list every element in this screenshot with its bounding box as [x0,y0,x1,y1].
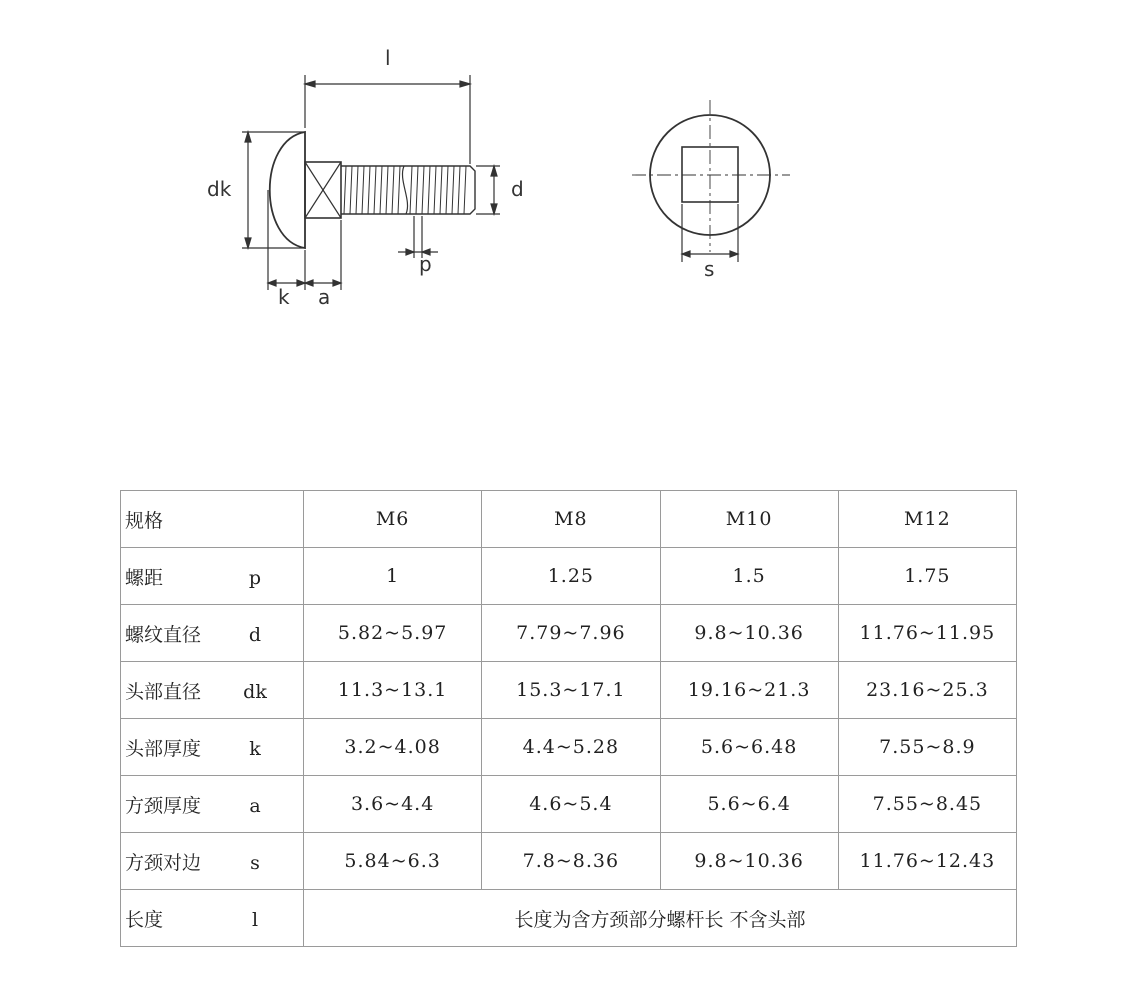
table-cell: 9.8~10.36 [660,833,838,890]
size-m10: M10 [660,491,838,548]
row-label: 头部直径 dk [121,662,304,719]
table-row [121,776,1017,833]
table-cell: 3.2~4.08 [304,719,482,776]
row-label: 螺距 p [121,548,304,605]
table-cell: 1.5 [660,548,838,605]
table-cell: 19.16~21.3 [660,662,838,719]
table-cell: 9.8~10.36 [660,605,838,662]
row-label: 方颈厚度 a [121,776,304,833]
table-cell: 11.76~11.95 [838,605,1016,662]
length-row [121,890,1017,947]
table-row [121,662,1017,719]
table-cell: 15.3~17.1 [482,662,660,719]
table-cell: 4.6~5.4 [482,776,660,833]
table-cell: 7.79~7.96 [482,605,660,662]
header-label: 规格 [121,491,304,548]
label-dk: dk [207,177,232,201]
row-label: 螺纹直径 d [121,605,304,662]
header-row [121,491,1017,548]
table-row [121,605,1017,662]
table-row [121,833,1017,890]
label-d: d [511,177,524,201]
table-row [121,548,1017,605]
bolt-head [270,132,305,248]
table-cell: 7.55~8.45 [838,776,1016,833]
spec-table [120,490,1017,947]
length-note: 长度为含方颈部分螺杆长 不含头部 [304,890,1017,947]
row-label: 方颈对边 s [121,833,304,890]
table-cell: 5.84~6.3 [304,833,482,890]
table-cell: 5.6~6.4 [660,776,838,833]
row-label: 长度 l [121,890,304,947]
size-m6: M6 [304,491,482,548]
table-cell: 11.76~12.43 [838,833,1016,890]
table-cell: 4.4~5.28 [482,719,660,776]
table-cell: 11.3~13.1 [304,662,482,719]
table-cell: 3.6~4.4 [304,776,482,833]
label-p: p [419,252,432,276]
size-m8: M8 [482,491,660,548]
table-cell: 23.16~25.3 [838,662,1016,719]
label-k: k [278,285,290,309]
table-cell: 7.8~8.36 [482,833,660,890]
carriage-bolt-drawing [0,0,1134,420]
table-cell: 1 [304,548,482,605]
table-cell: 1.25 [482,548,660,605]
table-row [121,719,1017,776]
table-cell: 7.55~8.9 [838,719,1016,776]
size-m12: M12 [838,491,1016,548]
table-cell: 1.75 [838,548,1016,605]
table-cell: 5.82~5.97 [304,605,482,662]
table-cell: 5.6~6.48 [660,719,838,776]
row-label: 头部厚度 k [121,719,304,776]
label-l: l [385,46,391,70]
label-s: s [704,257,715,281]
label-a: a [318,285,331,309]
